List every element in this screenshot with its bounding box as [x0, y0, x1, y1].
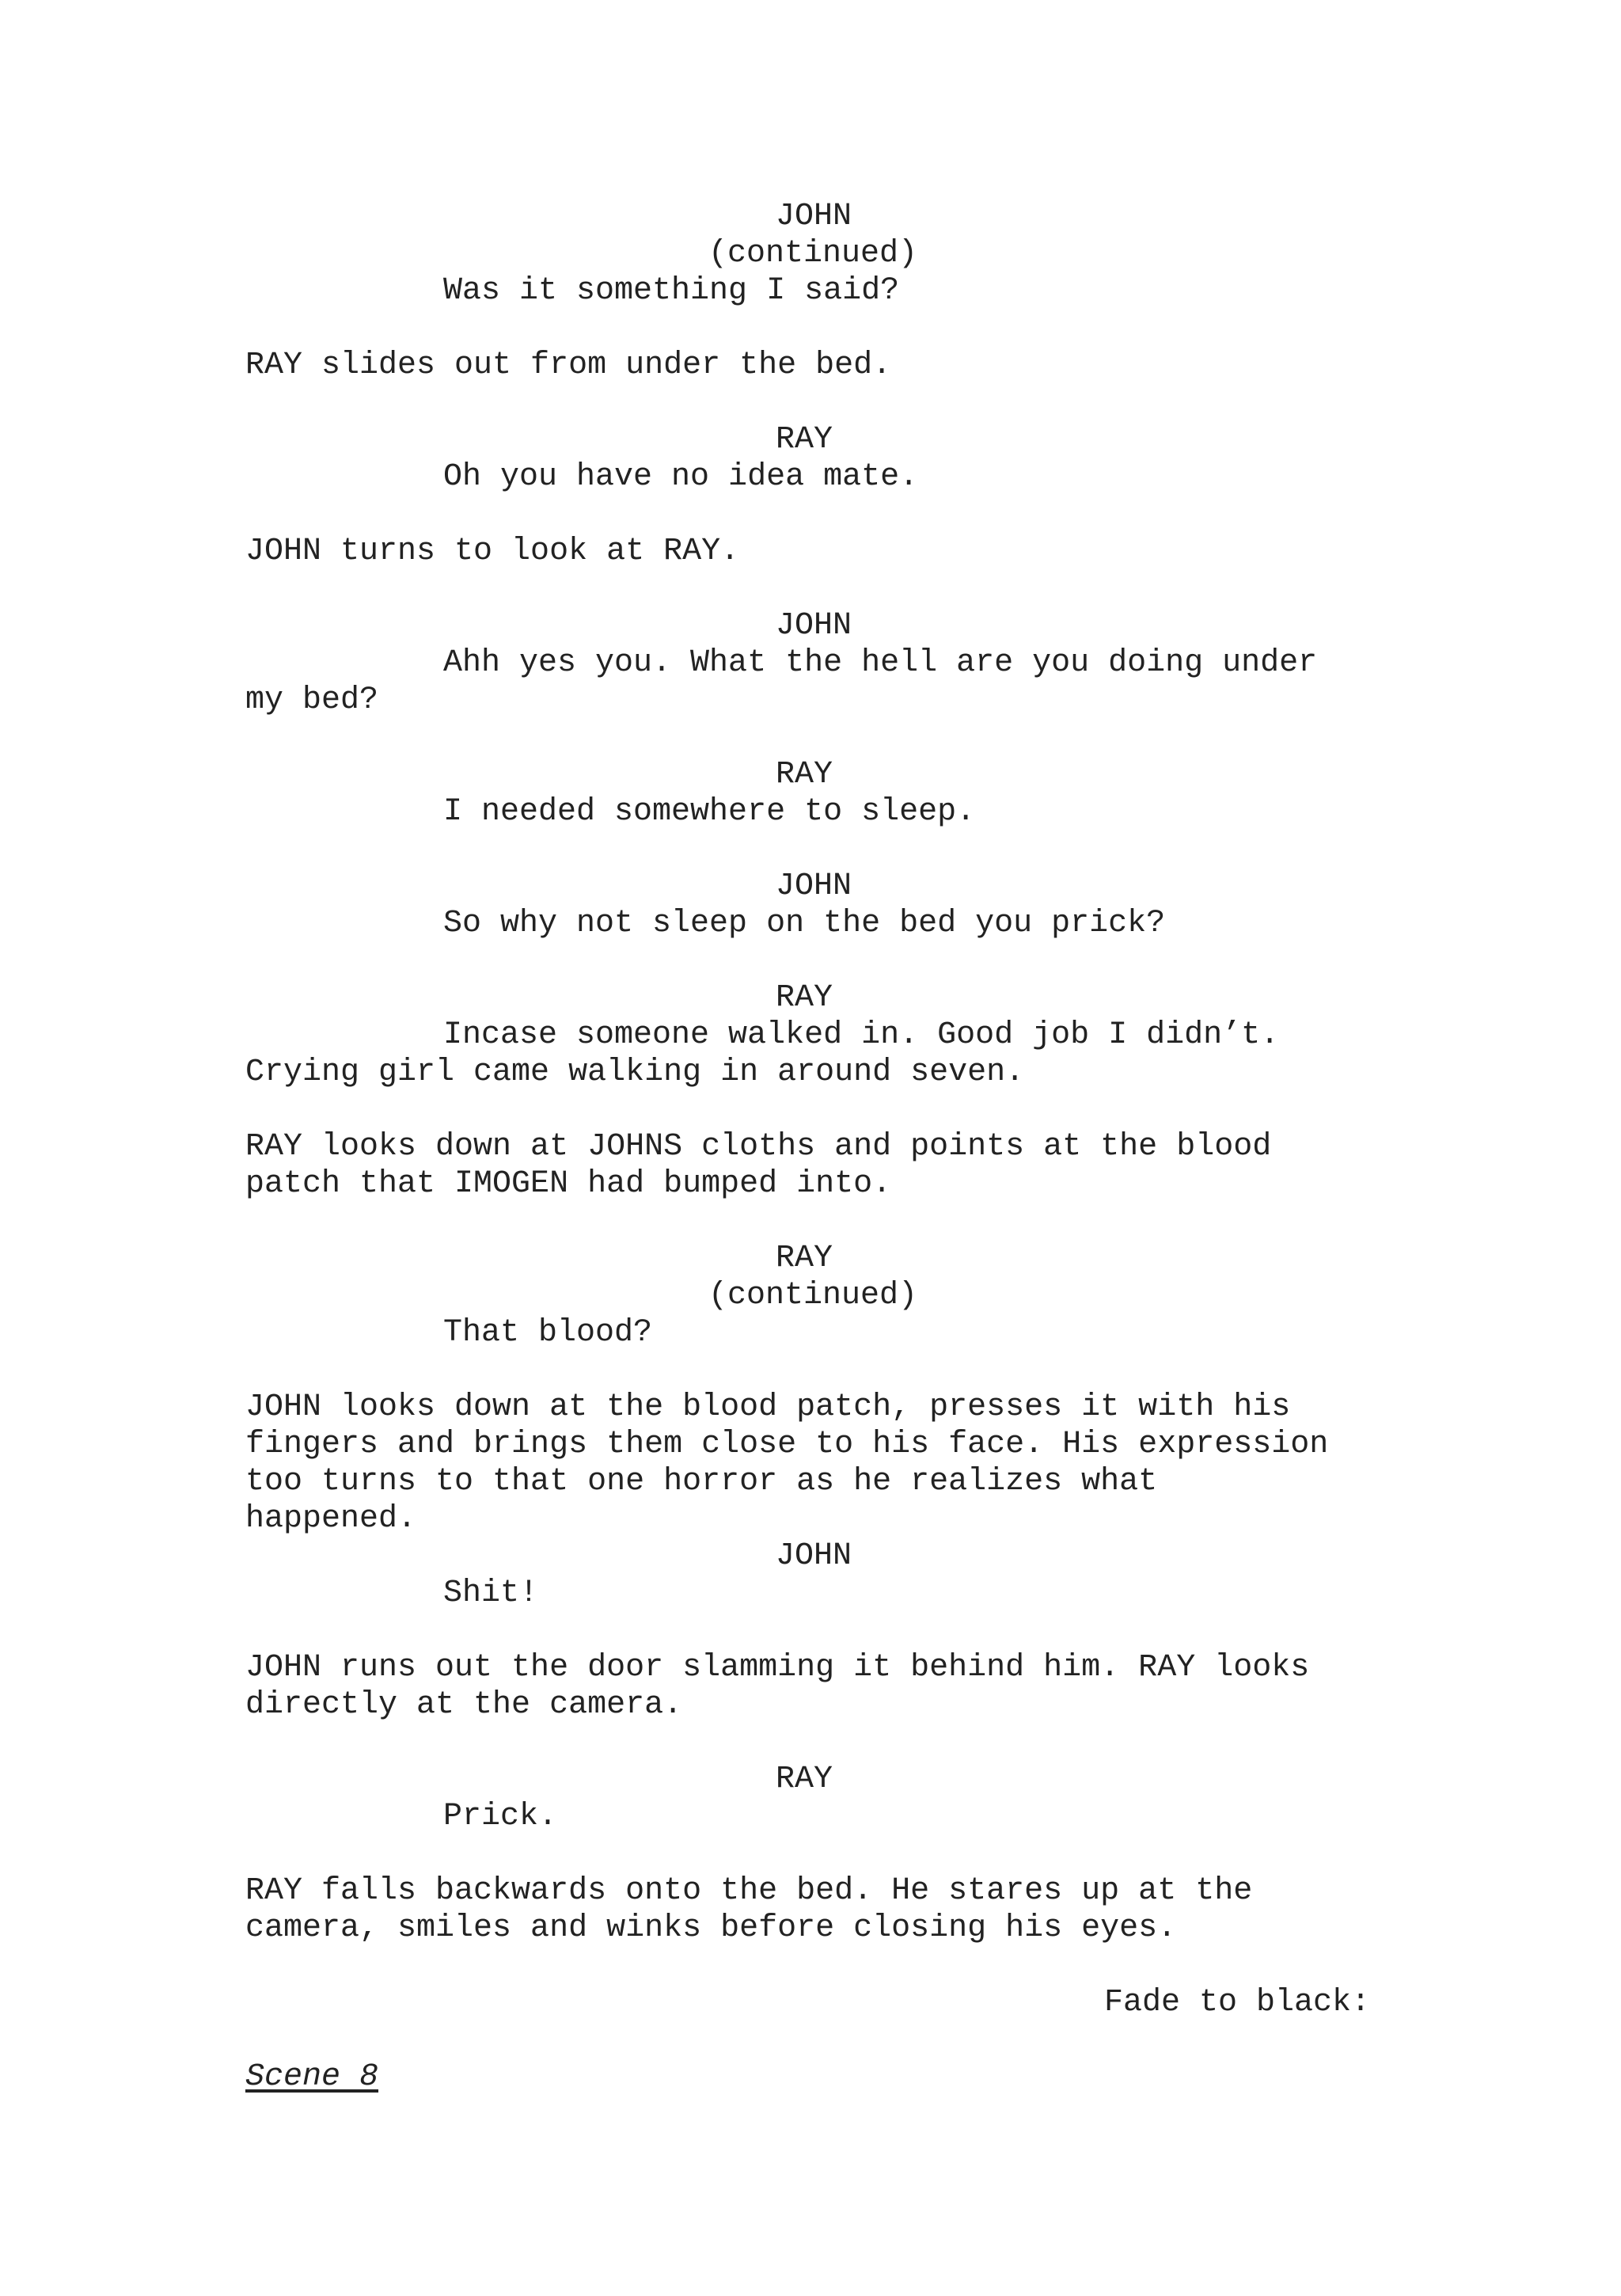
action-line: RAY falls backwards onto the bed. He stares up at the [245, 1873, 1253, 1909]
action-line: directly at the camera. [245, 1687, 683, 1723]
character-name: JOHN [776, 608, 852, 644]
character-name: JOHN [776, 199, 852, 234]
dialogue-line: So why not sleep on the bed you prick? [443, 906, 1166, 941]
action-line: JOHN looks down at the blood patch, presses it with his [245, 1389, 1291, 1425]
character-name: JOHN [776, 1538, 852, 1574]
parenthetical: (continued) [708, 1278, 918, 1313]
dialogue-line: That blood? [443, 1315, 653, 1351]
character-name: RAY [776, 422, 833, 458]
action-line: happened. [245, 1501, 417, 1537]
character-name: RAY [776, 1241, 833, 1276]
action-line: JOHN runs out the door slamming it behind him. RAY looks [245, 1650, 1310, 1686]
character-name: RAY [776, 1762, 833, 1797]
dialogue-line: Incase someone walked in. Good job I didn’t. [443, 1017, 1280, 1053]
action-line: RAY looks down at JOHNS cloths and points at the blood [245, 1129, 1272, 1165]
transition: Fade to black: [1104, 1985, 1371, 2020]
action-line: patch that IMOGEN had bumped into. [245, 1166, 892, 1202]
dialogue-line: Was it something I said? [443, 273, 900, 309]
parenthetical: (continued) [708, 236, 918, 272]
action-line: JOHN turns to look at RAY. [245, 534, 740, 569]
dialogue-line: my bed? [245, 682, 379, 718]
action-line: too turns to that one horror as he realizes what [245, 1464, 1158, 1500]
dialogue-line: Ahh yes you. What the hell are you doing under [443, 645, 1318, 681]
dialogue-line: Prick. [443, 1799, 558, 1834]
action-line: camera, smiles and winks before closing his eyes. [245, 1910, 1177, 1946]
dialogue-line: Crying girl came walking in around seven. [245, 1055, 1025, 1090]
character-name: JOHN [776, 869, 852, 904]
action-line: RAY slides out from under the bed. [245, 348, 892, 383]
dialogue-line: Shit! [443, 1576, 539, 1611]
character-name: RAY [776, 980, 833, 1016]
character-name: RAY [776, 757, 833, 793]
dialogue-line: Oh you have no idea mate. [443, 459, 919, 495]
scene-heading: Scene 8 [245, 2059, 379, 2095]
dialogue-line: I needed somewhere to sleep. [443, 794, 976, 830]
action-line: fingers and brings them close to his face. His expression [245, 1427, 1329, 1462]
